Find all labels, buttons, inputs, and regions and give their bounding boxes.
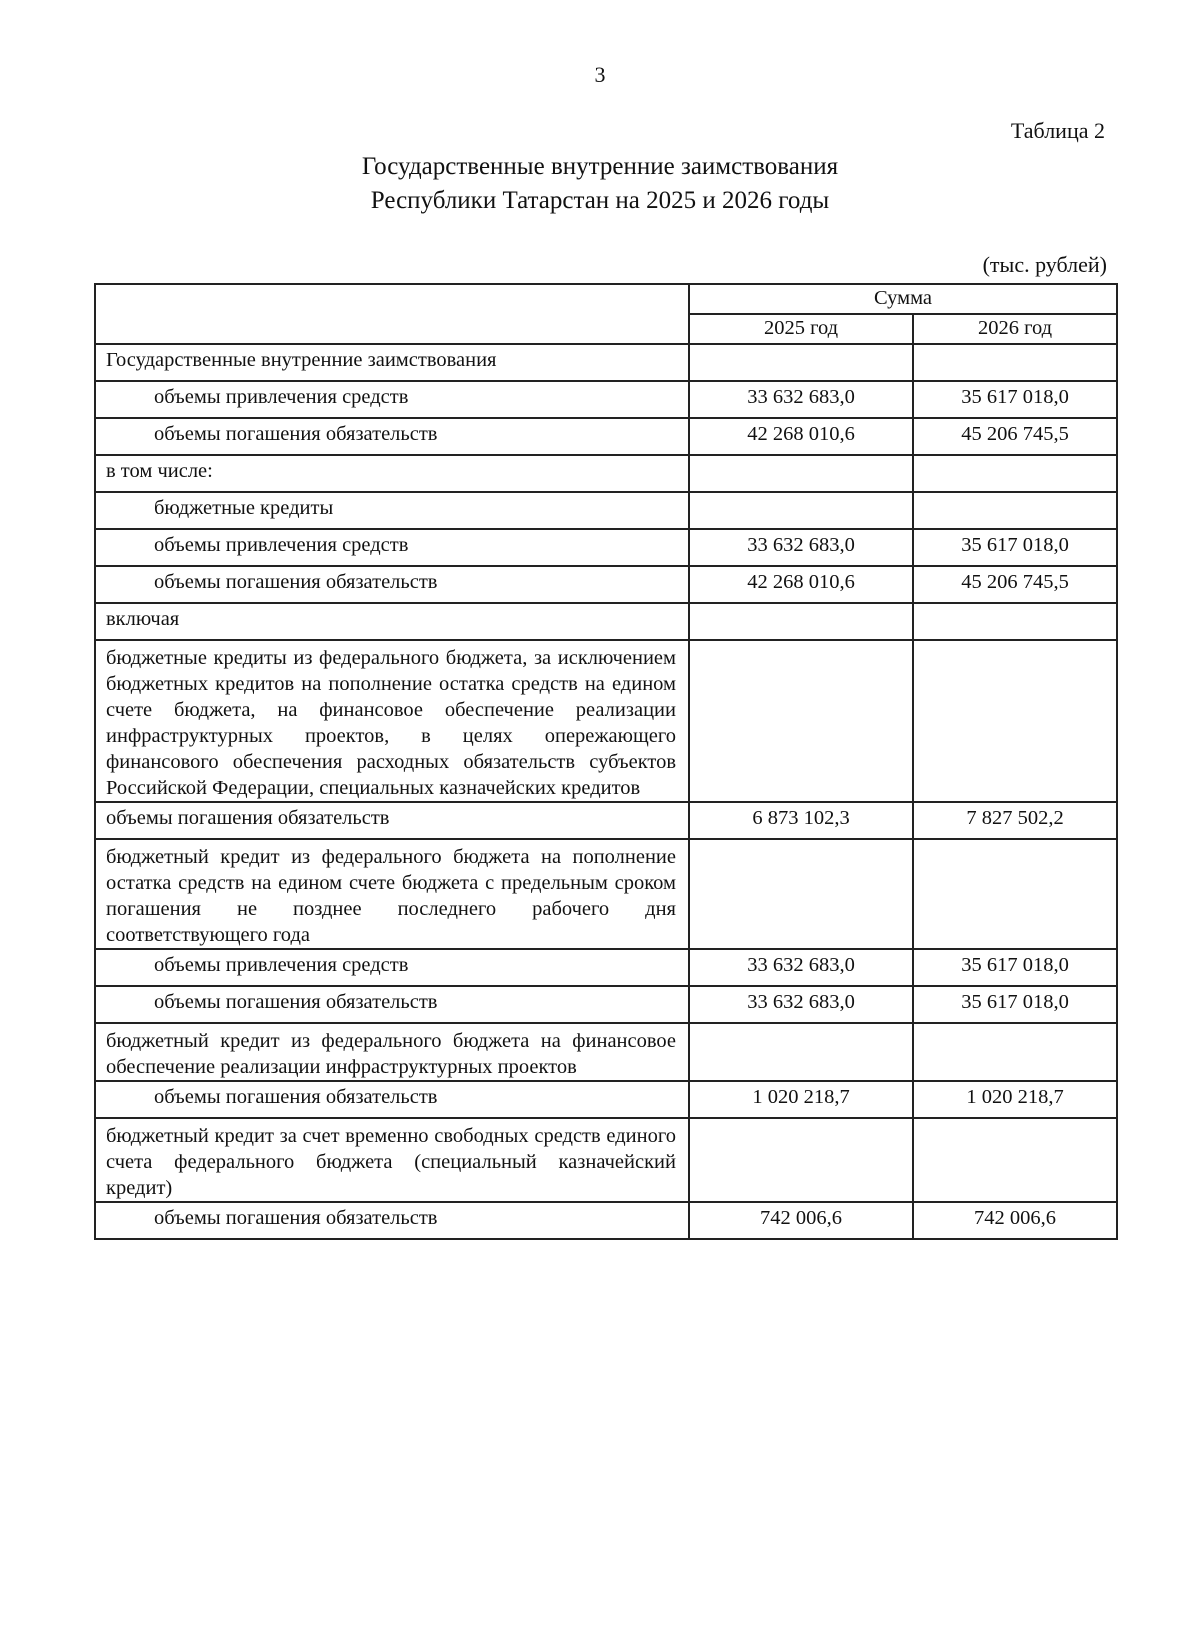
value-2026: 1 020 218,7: [913, 1081, 1117, 1118]
header-empty-cell: [95, 284, 689, 344]
value-2026: [913, 492, 1117, 529]
row-label: бюджетные кредиты: [95, 492, 689, 529]
table-row: [95, 1118, 1117, 1202]
row-label: объемы погашения обязательств: [95, 986, 689, 1023]
table-label: Таблица 2: [1010, 118, 1105, 143]
table-row: [95, 344, 1117, 381]
page-number: 3: [594, 62, 606, 87]
row-label: объемы погашения обязательств: [95, 802, 689, 839]
header-year-2026: 2026 год: [913, 314, 1117, 344]
value-2025: 42 268 010,6: [689, 566, 913, 603]
table-row: [95, 566, 1117, 603]
value-2026: [913, 344, 1117, 381]
value-2025: [689, 839, 913, 949]
value-2025: 33 632 683,0: [689, 949, 913, 986]
value-2025: [689, 1023, 913, 1081]
value-2026: [913, 603, 1117, 640]
row-label: бюджетный кредит за счет временно свободных средств единого счета федерального бюджета (специальный казначейский кредит): [95, 1118, 689, 1202]
table-row: [95, 640, 1117, 802]
value-2026: 35 617 018,0: [913, 949, 1117, 986]
row-label: бюджетный кредит из федерального бюджета на пополнение остатка средств на едином счете бюджета с предельным сроком погашения не позднее последнего рабочего дня соответствующего года: [95, 839, 689, 949]
table-row: [95, 802, 1117, 839]
value-2026: [913, 640, 1117, 802]
value-2026: 35 617 018,0: [913, 986, 1117, 1023]
borrowings-table: [94, 283, 1118, 1240]
table-row: [95, 949, 1117, 986]
row-label: объемы погашения обязательств: [95, 1081, 689, 1118]
value-2025: [689, 492, 913, 529]
table-row: [95, 1202, 1117, 1239]
value-2026: 45 206 745,5: [913, 566, 1117, 603]
header-year-2025: 2025 год: [689, 314, 913, 344]
value-2026: 7 827 502,2: [913, 802, 1117, 839]
value-2025: 742 006,6: [689, 1202, 913, 1239]
value-2025: 42 268 010,6: [689, 418, 913, 455]
table-header-row: [95, 284, 1117, 314]
document-title: [0, 150, 1200, 218]
table-row: [95, 1023, 1117, 1081]
table-row: [95, 492, 1117, 529]
value-2026: [913, 1023, 1117, 1081]
value-2026: [913, 455, 1117, 492]
row-label: бюджетные кредиты из федерального бюджета, за исключением бюджетных кредитов на пополнение остатка средств на едином счете бюджета, на финансовое обеспечение реализации инфраструктурных проектов, в целях опережающего финансового обеспечения расходных обязательств субъектов Российской Федерации, специальных казначейских кредитов: [95, 640, 689, 802]
title-line-2: Республики Татарстан на 2025 и 2026 годы: [370, 187, 830, 214]
title-line-1: Государственные внутренние заимствования: [361, 153, 839, 180]
row-label: Государственные внутренние заимствования: [95, 344, 689, 381]
value-2026: [913, 1118, 1117, 1202]
value-2025: [689, 1118, 913, 1202]
row-label: объемы погашения обязательств: [95, 566, 689, 603]
row-label: в том числе:: [95, 455, 689, 492]
value-2025: 33 632 683,0: [689, 381, 913, 418]
table-row: [95, 455, 1117, 492]
value-2025: [689, 640, 913, 802]
value-2025: 33 632 683,0: [689, 986, 913, 1023]
value-2025: 6 873 102,3: [689, 802, 913, 839]
value-2026: 742 006,6: [913, 1202, 1117, 1239]
value-2026: 35 617 018,0: [913, 529, 1117, 566]
value-2025: [689, 603, 913, 640]
value-2026: 45 206 745,5: [913, 418, 1117, 455]
row-label: объемы погашения обязательств: [95, 1202, 689, 1239]
row-label: бюджетный кредит из федерального бюджета на финансовое обеспечение реализации инфраструктурных проектов: [95, 1023, 689, 1081]
row-label: объемы привлечения средств: [95, 949, 689, 986]
table-row: [95, 381, 1117, 418]
table-row: [95, 418, 1117, 455]
row-label: включая: [95, 603, 689, 640]
table-row: [95, 529, 1117, 566]
value-2025: [689, 344, 913, 381]
header-sum: Сумма: [689, 284, 1117, 314]
table-row: [95, 603, 1117, 640]
row-label: объемы привлечения средств: [95, 381, 689, 418]
value-2025: 33 632 683,0: [689, 529, 913, 566]
row-label: объемы погашения обязательств: [95, 418, 689, 455]
table-row: [95, 1081, 1117, 1118]
value-2026: 35 617 018,0: [913, 381, 1117, 418]
table-row: [95, 986, 1117, 1023]
value-2025: 1 020 218,7: [689, 1081, 913, 1118]
row-label: объемы привлечения средств: [95, 529, 689, 566]
value-2025: [689, 455, 913, 492]
units-note: (тыс. рублей): [982, 252, 1107, 277]
table-row: [95, 839, 1117, 949]
value-2026: [913, 839, 1117, 949]
